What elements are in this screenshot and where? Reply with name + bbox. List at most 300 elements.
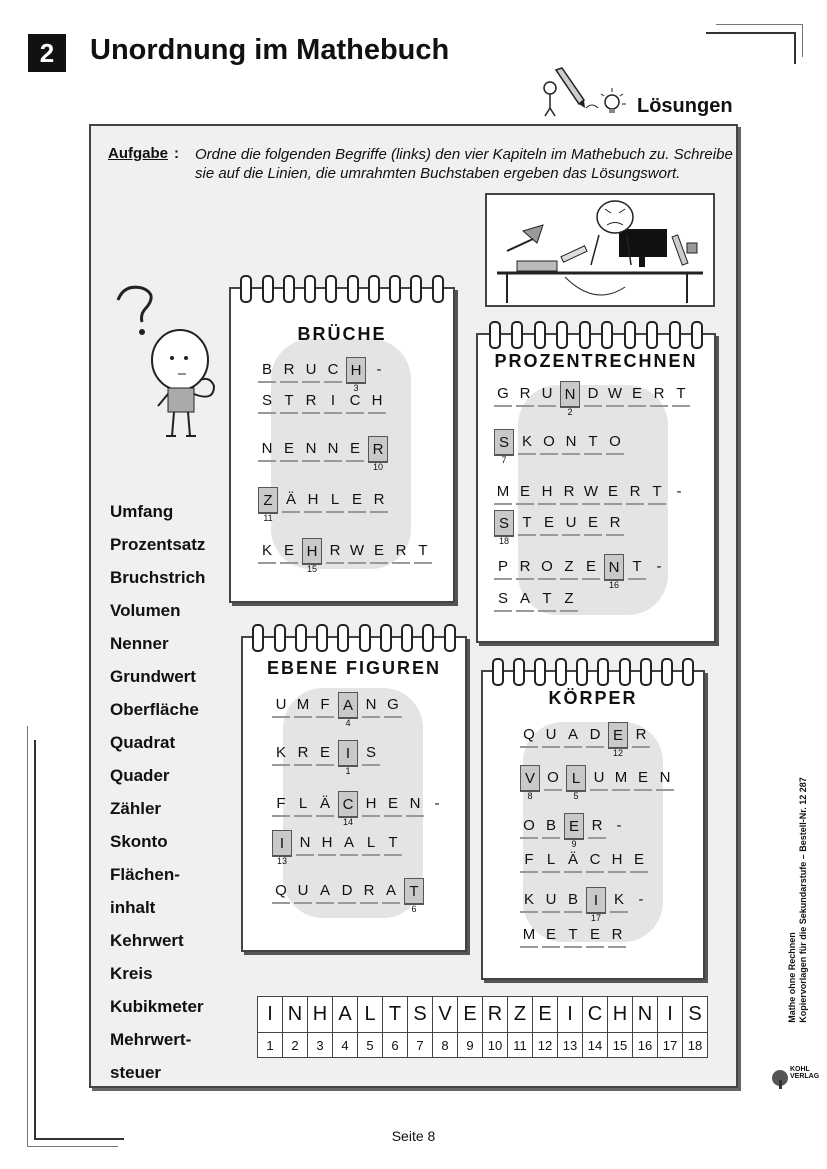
letter (494, 479, 512, 505)
spiral-ring (619, 658, 631, 686)
letter-text: L (298, 794, 308, 812)
letter-text: K (261, 541, 272, 559)
letter-text: E (319, 743, 330, 761)
spiral-ring (691, 321, 703, 349)
solution-number-cell: 16 (633, 1033, 658, 1058)
term: Grundwert (110, 667, 196, 686)
letter-text: U (275, 695, 287, 713)
letter-text: - (616, 816, 622, 834)
solution-letter-cell: E (458, 997, 483, 1033)
letter-text: E (283, 439, 294, 457)
solution-number-cell: 6 (383, 1033, 408, 1058)
letter-text: D (589, 725, 601, 743)
letter (516, 586, 534, 612)
letter-text: A (342, 696, 353, 714)
letter-text: L (571, 769, 581, 787)
letter-text: B (567, 890, 578, 908)
spiral-ring (401, 624, 413, 652)
letter (494, 381, 512, 407)
letter-text: T (418, 541, 428, 559)
solution-letter-cell: H (608, 997, 633, 1033)
answer-word (520, 847, 648, 873)
letter-text: N (327, 439, 339, 457)
letter (520, 922, 538, 948)
solution-number-cell: 3 (308, 1033, 333, 1058)
letter-text: B (261, 360, 272, 378)
letter (384, 791, 402, 817)
letter-text: - (638, 890, 644, 908)
letter (294, 740, 312, 766)
letter-text: O (543, 432, 555, 450)
letter-text: M (522, 925, 536, 943)
letter-text: T (542, 589, 552, 607)
spiral-ring (640, 658, 652, 686)
term: Zähler (110, 799, 162, 818)
boxed-letter (520, 765, 540, 801)
frame-corner-top-right-outer (716, 24, 803, 57)
spiral-ring (534, 658, 546, 686)
letter (362, 692, 380, 718)
letter (626, 479, 644, 505)
term-list (110, 495, 205, 1089)
solution-letter-cell: T (383, 997, 408, 1033)
letter (518, 429, 536, 455)
spiral-ring (489, 321, 501, 349)
letter (316, 740, 334, 766)
hyphen (610, 813, 628, 837)
letter (584, 510, 602, 536)
spiral-binding (478, 321, 714, 347)
letter-text: Ä (285, 490, 296, 508)
letter-text: C (349, 391, 361, 409)
letter-text: E (633, 850, 644, 868)
solution-letter-cell: A (333, 997, 358, 1033)
letter-text: H (371, 391, 383, 409)
hyphen (428, 791, 446, 815)
confused-figure-icon (108, 282, 223, 442)
page-title: Unordnung im Mathebuch (90, 34, 450, 66)
letter-text: E (607, 482, 618, 500)
solution-number-cell: 18 (683, 1033, 708, 1058)
letter-text: R (395, 541, 407, 559)
term: Nenner (110, 634, 169, 653)
boxed-letter (494, 429, 514, 465)
spiral-binding (243, 624, 465, 650)
letter-index-number: 9 (571, 839, 577, 849)
letter-text: K (275, 743, 286, 761)
letter (628, 381, 646, 407)
solution-number-cell: 13 (558, 1033, 583, 1058)
letter-text: N (299, 833, 311, 851)
letter-index-number: 11 (263, 513, 273, 523)
solution-table (257, 996, 708, 1058)
letter (538, 554, 556, 580)
letter-text: E (387, 794, 398, 812)
letter-text: R (611, 925, 623, 943)
letter-text: R (363, 881, 375, 899)
answer-word (258, 538, 432, 574)
letter (346, 388, 364, 414)
letter-text: N (565, 432, 577, 450)
boxed-letter (368, 436, 388, 472)
letter (606, 429, 624, 455)
letter (316, 791, 334, 817)
letter (586, 847, 604, 873)
letter-text: S (498, 433, 509, 451)
letter (360, 878, 378, 904)
letter (392, 538, 410, 564)
solution-number-cell: 12 (533, 1033, 558, 1058)
letter-text: U (545, 890, 557, 908)
letter (338, 878, 356, 904)
boxed-letter (604, 554, 624, 590)
letter-text: Q (275, 881, 287, 899)
letter-text: P (497, 557, 508, 575)
letter-text: - (676, 482, 682, 500)
term: inhalt (110, 898, 156, 917)
letter-text: G (497, 384, 509, 402)
solution-letter-cell: S (683, 997, 708, 1033)
letter-text: K (521, 432, 532, 450)
letter (584, 381, 602, 407)
letter-text: S (261, 391, 272, 409)
letter (494, 554, 512, 580)
solution-number-cell: 17 (658, 1033, 683, 1058)
letter-text: Z (564, 557, 574, 575)
answer-word (494, 586, 578, 612)
letter-index-number: 12 (612, 748, 623, 758)
boxed-letter (564, 813, 584, 849)
letter-text: R (329, 541, 341, 559)
letter (318, 830, 336, 856)
letter-text: O (523, 816, 535, 834)
solution-number-cell: 15 (608, 1033, 633, 1058)
solution-letter-cell: L (358, 997, 383, 1033)
hyphen (650, 554, 668, 578)
letter (348, 538, 366, 564)
letter-text: A (567, 725, 578, 743)
letter-text: H (541, 482, 553, 500)
letter-text: T (652, 482, 662, 500)
letter-text: R (653, 384, 665, 402)
term: Umfang (110, 502, 174, 521)
letter-text: N (305, 439, 317, 457)
letter-text: M (496, 482, 510, 500)
letter-text: E (589, 925, 600, 943)
spiral-ring (444, 624, 456, 652)
letter-index-number: 17 (590, 913, 601, 923)
letter-text: A (319, 881, 330, 899)
letter-text: A (519, 589, 530, 607)
letter (258, 538, 276, 564)
side-imprint-text (787, 777, 809, 1023)
letter-text: K (523, 890, 534, 908)
spiral-binding (231, 275, 453, 301)
boxed-letter (302, 538, 322, 574)
letter (272, 740, 290, 766)
letter-text: - (376, 360, 382, 378)
letter-text: S (365, 743, 376, 761)
answer-word (494, 479, 688, 505)
letter-text: E (587, 513, 598, 531)
letter-text: N (261, 439, 273, 457)
letter-text: - (656, 557, 662, 575)
letter-text: E (373, 541, 384, 559)
letter-text: E (283, 541, 294, 559)
term: Flächen- (110, 865, 180, 884)
letter-text: I (593, 891, 599, 909)
letter-text: R (283, 360, 295, 378)
spiral-ring (380, 624, 392, 652)
letter (562, 510, 580, 536)
letter-text: E (519, 482, 530, 500)
boxed-letter (560, 381, 580, 417)
side-imprint-line1: Mathe ohne Rechnen (787, 932, 797, 1023)
letter-index-number: 5 (573, 791, 579, 801)
answer-word (258, 436, 388, 472)
term: Kubikmeter (110, 997, 204, 1016)
letter (542, 813, 560, 839)
letter (606, 510, 624, 536)
notebook-title: PROZENTRECHNEN (494, 351, 698, 371)
letter (516, 479, 534, 505)
boxed-letter (338, 791, 358, 827)
letter-text: N (365, 695, 377, 713)
task-text: Ordne die folgenden Begriffe (links) den vier Kapiteln im Mathebuch zu. Schreibe sie auf die Linien, die umrahmten Buchstaben ergeben das Lösungswort. (195, 146, 733, 182)
spiral-ring (534, 321, 546, 349)
letter (406, 791, 424, 817)
letter (586, 722, 604, 748)
letter-text: N (659, 768, 671, 786)
letter-index-number: 4 (345, 718, 351, 728)
solution-number-cell: 11 (508, 1033, 533, 1058)
letter (608, 847, 626, 873)
answer-word (520, 887, 650, 923)
letter (294, 692, 312, 718)
spiral-ring (422, 624, 434, 652)
letter (632, 722, 650, 748)
solution-number-cell: 7 (408, 1033, 433, 1058)
letter-text: U (593, 768, 605, 786)
term: Quadrat (110, 733, 176, 752)
letter-text: T (568, 925, 578, 943)
letter-index-number: 18 (498, 536, 509, 546)
answer-word (494, 381, 690, 417)
answer-word (272, 878, 424, 914)
letter (326, 487, 344, 513)
solution-letter-cell: H (308, 997, 333, 1033)
letter (540, 429, 558, 455)
solution-letter-cell: C (583, 997, 608, 1033)
letter-text: S (498, 514, 509, 532)
letter-text: U (565, 513, 577, 531)
letter-text: H (306, 542, 318, 560)
answer-word (494, 554, 668, 590)
messy-desk-illustration (485, 193, 715, 307)
letter-text: N (608, 558, 620, 576)
term: Mehrwert- (110, 1030, 192, 1049)
spiral-ring (304, 275, 316, 303)
notebook-prozentrechnen (476, 333, 716, 643)
letter-index-number: 1 (345, 766, 351, 776)
letter (520, 722, 538, 748)
letter (542, 722, 560, 748)
letter-text: A (343, 833, 354, 851)
letter-text: O (541, 557, 553, 575)
term: steuer (110, 1063, 162, 1082)
letter (560, 479, 578, 505)
letter (630, 847, 648, 873)
letter (520, 847, 538, 873)
spiral-ring (661, 658, 673, 686)
solution-number-cell: 14 (583, 1033, 608, 1058)
letter (280, 388, 298, 414)
letter-index-number: 7 (501, 455, 507, 465)
letter-index-number: 6 (411, 904, 417, 914)
letter-text: R (629, 482, 641, 500)
notebook-brueche (229, 287, 455, 603)
publisher-name: KOHL VERLAG (790, 1066, 820, 1080)
thinking-figure-pencil-icon (538, 64, 634, 120)
letter (258, 388, 276, 414)
letter-index-number: 10 (372, 462, 383, 472)
spiral-ring (410, 275, 422, 303)
letter (282, 487, 300, 513)
letter-text: H (350, 361, 362, 379)
spiral-ring (492, 658, 504, 686)
letter (324, 388, 342, 414)
term: Oberfläche (110, 700, 199, 719)
letter-text: W (607, 384, 623, 402)
answer-word (272, 740, 380, 776)
spiral-ring (624, 321, 636, 349)
solution-letter-cell: I (658, 997, 683, 1033)
term: Skonto (110, 832, 168, 851)
letter-text: R (305, 391, 317, 409)
spiral-ring (325, 275, 337, 303)
spiral-ring (347, 275, 359, 303)
term: Volumen (110, 601, 181, 620)
letter (384, 692, 402, 718)
term: Prozentsatz (110, 535, 206, 554)
letter-index-number: 8 (527, 791, 533, 801)
letter (586, 922, 604, 948)
letter-text: R (297, 743, 309, 761)
letter-text: H (321, 833, 333, 851)
solution-letter-cell: I (258, 997, 283, 1033)
letter (280, 436, 298, 462)
letter-text: E (545, 925, 556, 943)
solution-letter-cell: I (558, 997, 583, 1033)
letter-text: D (587, 384, 599, 402)
spiral-ring (432, 275, 444, 303)
letter (316, 692, 334, 718)
boxed-letter (494, 510, 514, 546)
spiral-ring (240, 275, 252, 303)
letter-text: T (388, 833, 398, 851)
letter-text: G (387, 695, 399, 713)
letter (272, 878, 290, 904)
letter-text: W (583, 482, 599, 500)
letter (516, 381, 534, 407)
solution-letters-row (258, 997, 708, 1033)
solution-number-cell: 8 (433, 1033, 458, 1058)
letter-text: C (342, 795, 354, 813)
notebook-title: KÖRPER (548, 688, 638, 708)
letter (414, 538, 432, 564)
spiral-ring (316, 624, 328, 652)
letter-text: A (385, 881, 396, 899)
letter (544, 765, 562, 791)
answer-word (258, 388, 386, 414)
letter-text: E (543, 513, 554, 531)
hyphen (670, 479, 688, 503)
spiral-ring (646, 321, 658, 349)
letter-text: R (635, 725, 647, 743)
letter-index-number: 2 (567, 407, 573, 417)
letter-text: E (349, 439, 360, 457)
boxed-letter (338, 740, 358, 776)
hyphen (632, 887, 650, 911)
spiral-ring (601, 321, 613, 349)
letter (302, 436, 320, 462)
letter-text: E (351, 490, 362, 508)
letter-text: C (327, 360, 339, 378)
letter (564, 722, 582, 748)
letter-text: R (519, 384, 531, 402)
letter (258, 357, 276, 383)
letter (296, 830, 314, 856)
solution-number-cell: 1 (258, 1033, 283, 1058)
letter (538, 381, 556, 407)
solution-letter-cell: R (483, 997, 508, 1033)
letter (362, 791, 380, 817)
answer-word (272, 791, 446, 827)
letter (612, 765, 630, 791)
letter (590, 765, 608, 791)
letter (258, 436, 276, 462)
letter (538, 586, 556, 612)
letter-index-number: 3 (353, 383, 359, 393)
letter (648, 479, 666, 505)
letter-text: U (545, 725, 557, 743)
solution-number-cell: 2 (283, 1033, 308, 1058)
letter (280, 538, 298, 564)
answer-word (258, 487, 388, 523)
letter (538, 479, 556, 505)
solution-letter-cell: E (533, 997, 558, 1033)
solution-numbers-row (258, 1033, 708, 1058)
spiral-ring (597, 658, 609, 686)
spiral-binding (483, 658, 703, 684)
letter (280, 357, 298, 383)
letter (542, 847, 560, 873)
answer-word (258, 357, 388, 393)
letter-text: S (497, 589, 508, 607)
letter (516, 554, 534, 580)
spiral-ring (389, 275, 401, 303)
letter-text: T (632, 557, 642, 575)
letter (324, 357, 342, 383)
notebook-title: EBENE FIGUREN (266, 658, 442, 678)
letter-text: F (276, 794, 286, 812)
letter-text: L (366, 833, 376, 851)
letter-text: I (345, 744, 351, 762)
letter (542, 922, 560, 948)
boxed-letter (272, 830, 292, 866)
letter-text: N (564, 385, 576, 403)
letter-text: Z (564, 589, 574, 607)
